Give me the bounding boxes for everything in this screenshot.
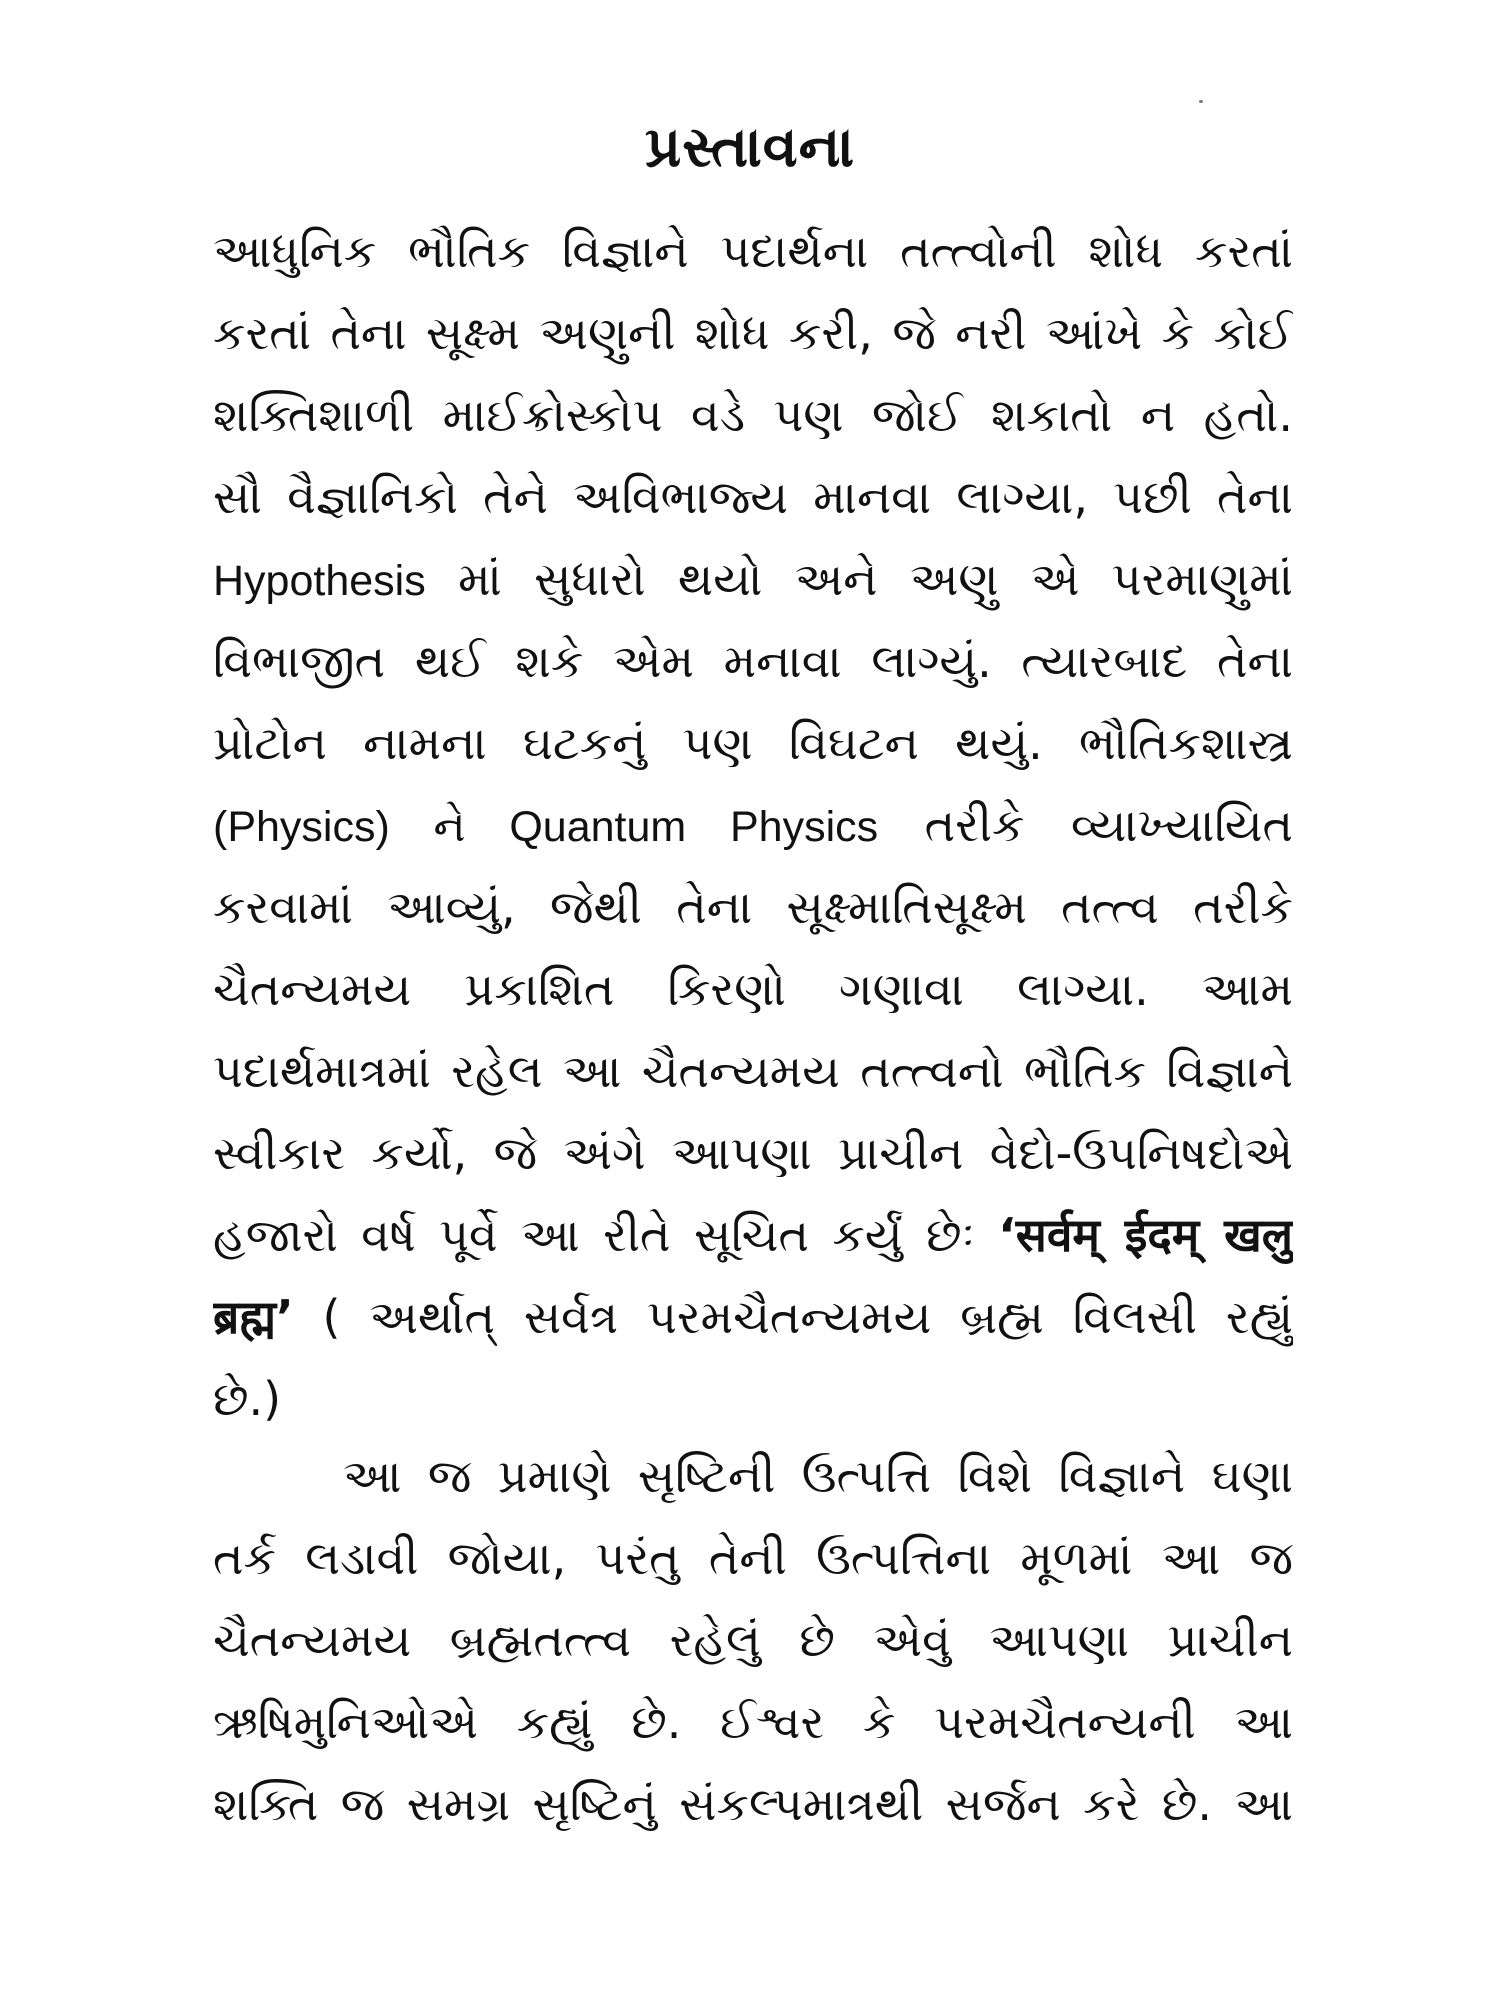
paragraph-1-line-1: આધુનિક ભૌતિક વિજ્ઞાને પદાર્થના તત્ત્વોની શોધ કરતાં bbox=[213, 224, 1293, 278]
line-5-text: માં સુધારો થયો અને અણુ એ પરમાણુમાં bbox=[425, 552, 1293, 606]
paragraph-1-line-15: છે.) bbox=[213, 1372, 282, 1426]
paragraph-1-line-6: વિભાજીત થઈ શકે એમ મનાવા લાગ્યું. ત્યારબાદ તેના bbox=[213, 634, 1293, 688]
paragraph-2-line-2: તર્ક લડાવી જોયા, પરંતુ તેની ઉત્પત્તિના મૂળમાં આ જ bbox=[213, 1531, 1293, 1585]
sanskrit-quote-end: ब्रह्म’ bbox=[213, 1290, 294, 1344]
scan-speck bbox=[1199, 100, 1203, 103]
paragraph-1-line-7: પ્રોટોન નામના ઘટકનું પણ વિઘટન થયું. ભૌતિકશાસ્ત્ર bbox=[213, 716, 1293, 770]
paragraph-1-line-4: સૌ વૈજ્ઞાનિકો તેને અવિભાજ્ય માનવા લાગ્યા, પછી તેના bbox=[213, 470, 1293, 524]
paragraph-2 bbox=[213, 1435, 1293, 1845]
sanskrit-quote-start: ‘सर्वम् ईदम् खलु bbox=[998, 1208, 1293, 1262]
paragraph-1-line-10: ચૈતન્યમય પ્રકાશિત કિરણો ગણાવા લાગ્યા. આમ bbox=[213, 962, 1293, 1016]
physics-terms: (Physics) ને Quantum Physics bbox=[213, 803, 879, 851]
paragraph-1-line-9: કરવામાં આવ્યું, જેથી તેના સૂક્ષ્માતિસૂક્ષ્મ તત્ત્વ તરીકે bbox=[213, 880, 1293, 934]
page-title: પ્રસ્તાવના bbox=[644, 115, 856, 180]
hypothesis-term: Hypothesis bbox=[213, 557, 426, 605]
paragraph-1 bbox=[213, 210, 1293, 1440]
line-14-text: ( અર્થાત્ સર્વત્ર પરમચૈતન્યમય બ્રહ્મ વિલસી રહ્યું bbox=[293, 1290, 1293, 1344]
paragraph-1-line-2: કરતાં તેના સૂક્ષ્મ અણુની શોધ કરી, જે નરી આંખે કે કોઈ bbox=[213, 306, 1293, 360]
line-13-text: હજારો વર્ષ પૂર્વે આ રીતે સૂચિત કર્યું છેઃ bbox=[213, 1208, 999, 1262]
paragraph-1-line-11: પદાર્થમાત્રમાં રહેલ આ ચૈતન્યમય તત્ત્વનો ભૌતિક વિજ્ઞાને bbox=[213, 1044, 1293, 1098]
paragraph-1-line-5 bbox=[213, 538, 1293, 620]
paragraph-1-line-8 bbox=[213, 784, 1293, 866]
paragraph-1-line-13 bbox=[213, 1194, 1293, 1276]
line-8-text: તરીકે વ્યાખ્યાયિત bbox=[878, 798, 1293, 852]
paragraph-1-line-12: સ્વીકાર કર્યો, જે અંગે આપણા પ્રાચીન વેદો-ઉપનિષદોએ bbox=[213, 1126, 1293, 1180]
paragraph-2-line-3: ચૈતન્યમય બ્રહ્મતત્ત્વ રહેલું છે એવું આપણા પ્રાચીન bbox=[213, 1613, 1293, 1667]
paragraph-2-line-5: શક્તિ જ સમગ્ર સૃષ્ટિનું સંકલ્પમાત્રથી સર્જન કરે છે. આ bbox=[213, 1777, 1293, 1831]
paragraph-2-line-4: ઋષિમુનિઓએ કહ્યું છે. ઈશ્વર કે પરમચૈતન્યની આ bbox=[213, 1695, 1293, 1749]
paragraph-1-line-3: શક્તિશાળી માઈક્રોસ્કોપ વડે પણ જોઈ શકાતો ન હતો. bbox=[213, 388, 1293, 442]
paragraph-2-line-1: આ જ પ્રમાણે સૃષ્ટિની ઉત્પત્તિ વિશે વિજ્ઞાને ઘણા bbox=[343, 1449, 1293, 1503]
paragraph-1-line-14 bbox=[213, 1276, 1293, 1358]
